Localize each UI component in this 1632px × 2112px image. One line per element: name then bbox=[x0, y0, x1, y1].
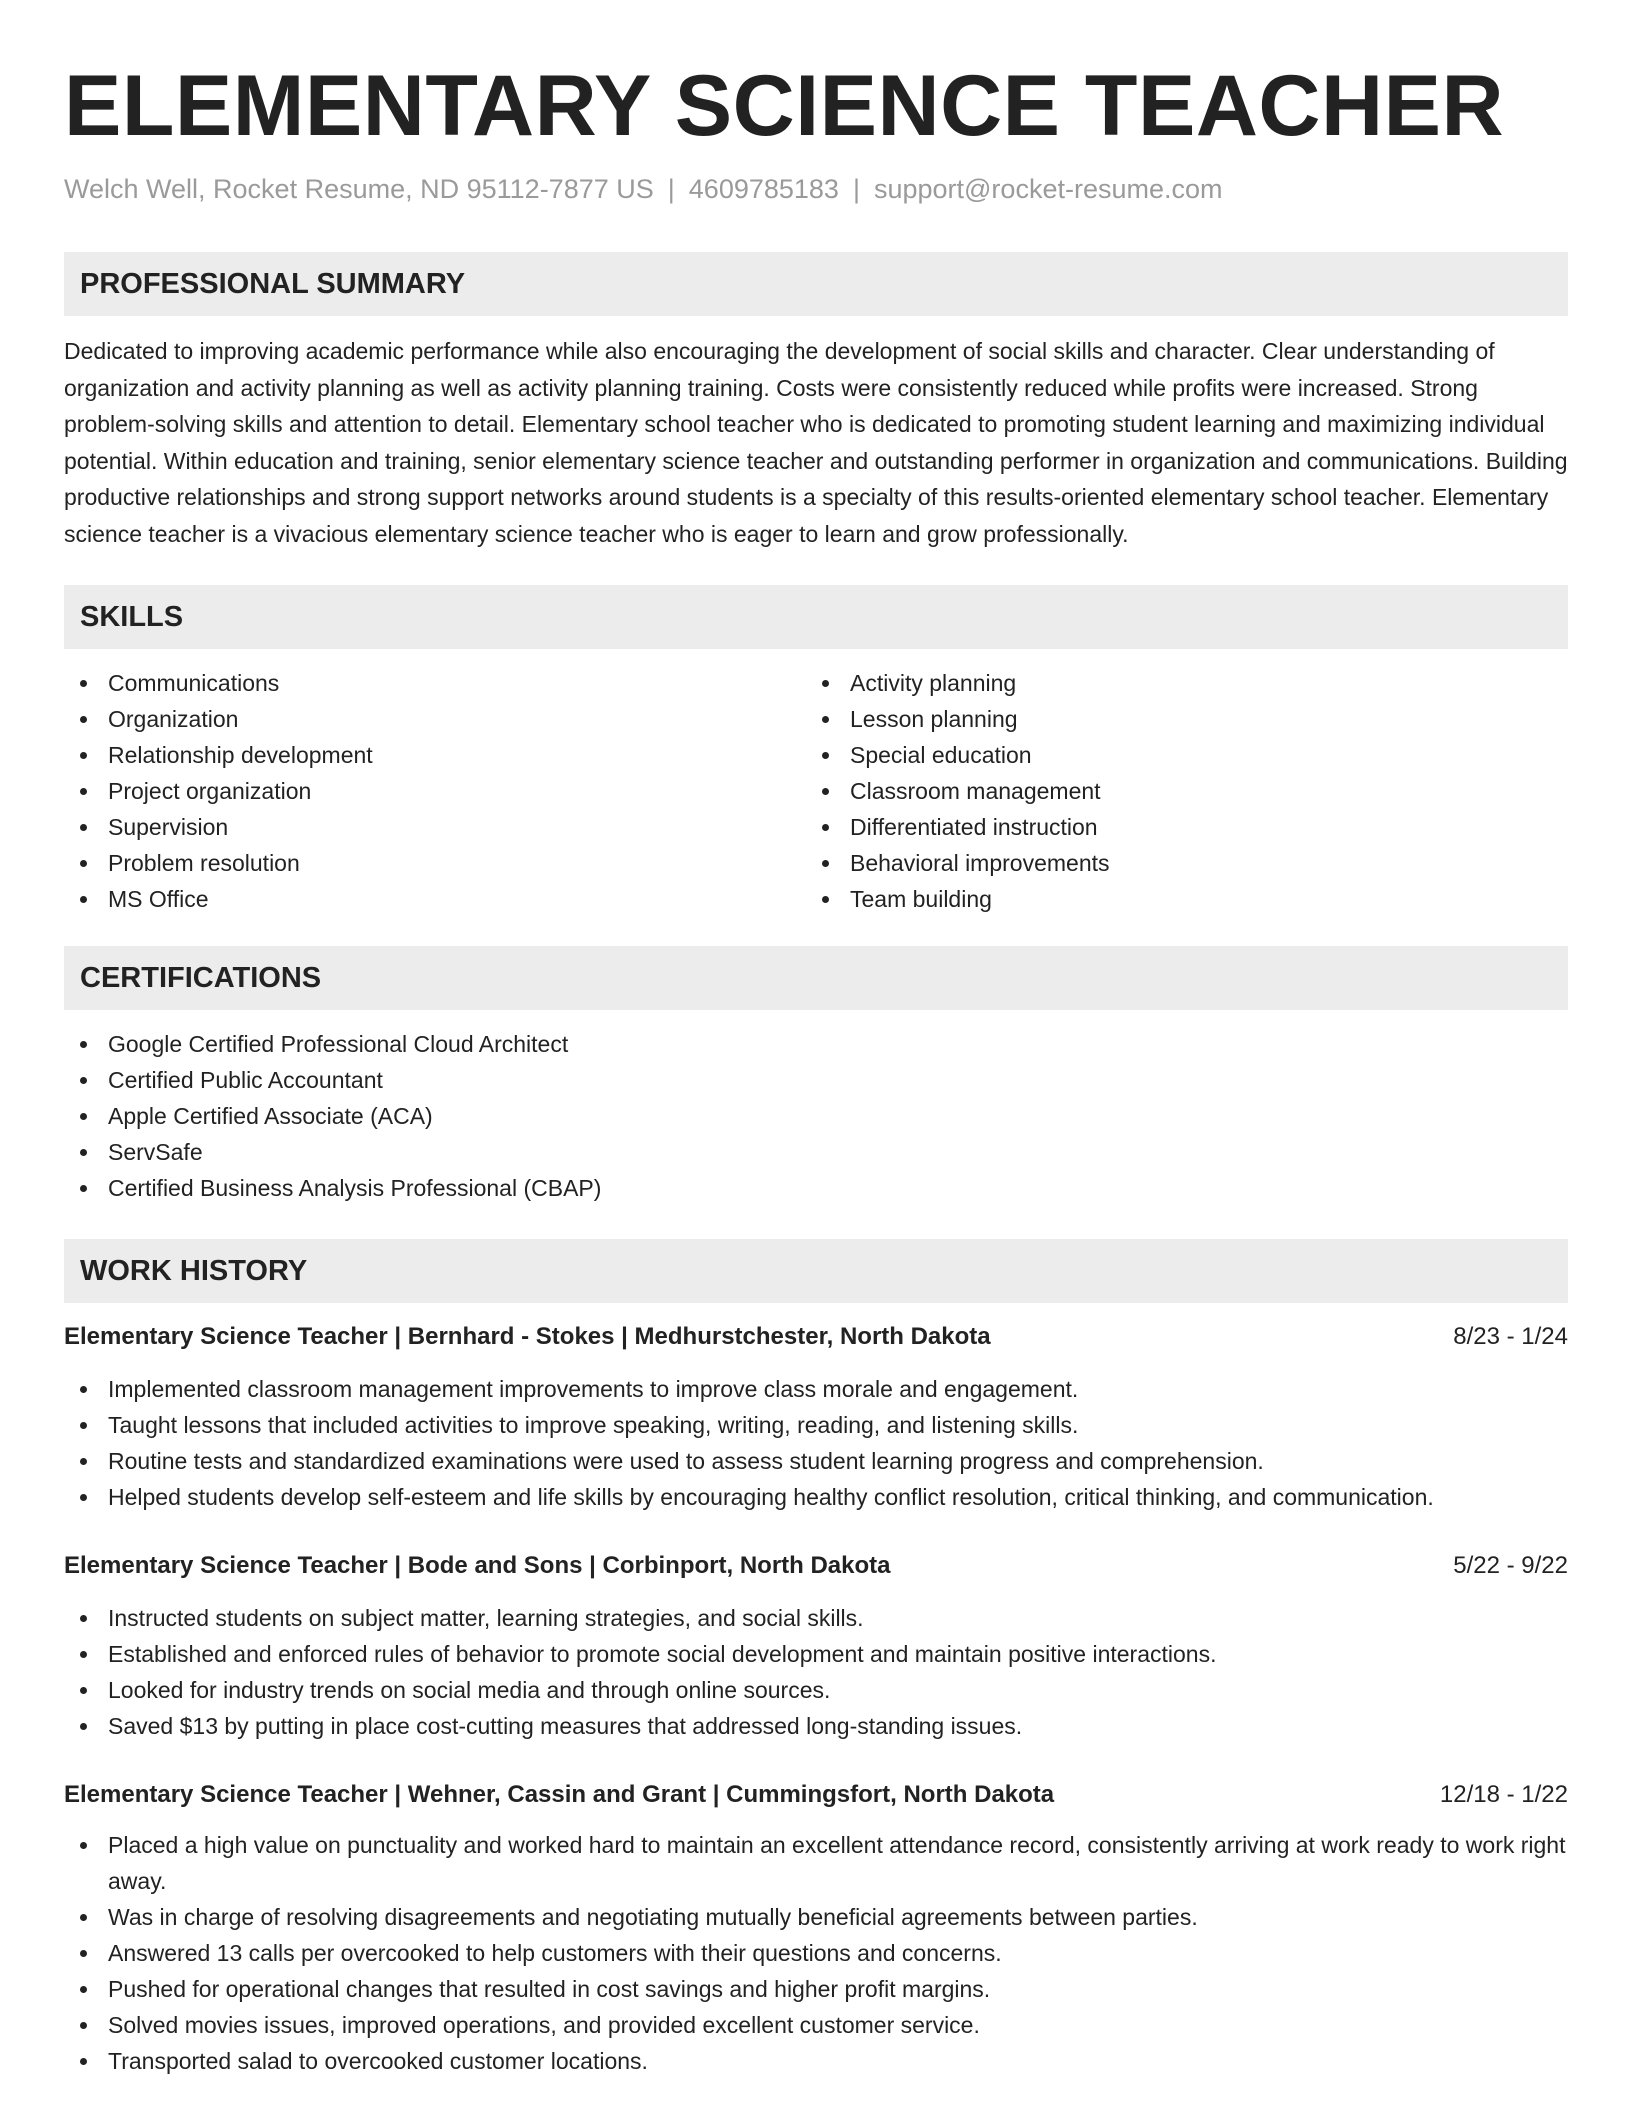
job-bullet: Helped students develop self-esteem and life skills by encouraging healthy conflict resolution, critical thinking, and communication. bbox=[64, 1479, 1568, 1515]
skills-column-right bbox=[806, 665, 1548, 917]
job-header bbox=[64, 1777, 1568, 1813]
contact-separator: | bbox=[667, 174, 675, 204]
job-bullet: Saved $13 by putting in place cost-cutting measures that addressed long-standing issues. bbox=[64, 1708, 1568, 1744]
job-bullet: Solved movies issues, improved operations, and provided excellent customer service. bbox=[64, 2007, 1568, 2043]
job-header bbox=[64, 1548, 1568, 1584]
certification-item: ServSafe bbox=[64, 1134, 1568, 1170]
job-entry bbox=[64, 1777, 1568, 2079]
job-title: Elementary Science Teacher | Bode and Sons | Corbinport, North Dakota bbox=[64, 1552, 891, 1579]
contact-line bbox=[64, 172, 1568, 206]
certification-item: Certified Business Analysis Professional (CBAP) bbox=[64, 1170, 1568, 1206]
contact-phone: 4609785183 bbox=[688, 174, 839, 204]
skill-item: Team building bbox=[806, 881, 1548, 917]
skill-item: Behavioral improvements bbox=[806, 845, 1548, 881]
skill-item: Project organization bbox=[64, 773, 806, 809]
skill-item: Lesson planning bbox=[806, 701, 1548, 737]
job-title: Elementary Science Teacher | Bernhard - Stokes | Medhurstchester, North Dakota bbox=[64, 1323, 991, 1350]
skill-item: Organization bbox=[64, 701, 806, 737]
job-dates: 8/23 - 1/24 bbox=[1453, 1323, 1568, 1350]
certification-item: Google Certified Professional Cloud Architect bbox=[64, 1026, 1568, 1062]
skill-item: Classroom management bbox=[806, 773, 1548, 809]
job-bullet: Answered 13 calls per overcooked to help customers with their questions and concerns. bbox=[64, 1935, 1568, 1971]
job-bullet: Placed a high value on punctuality and worked hard to maintain an excellent attendance record, consistently arriving at work ready to work right away. bbox=[64, 1827, 1568, 1899]
job-bullet: Pushed for operational changes that resulted in cost savings and higher profit margins. bbox=[64, 1971, 1568, 2007]
job-bullet: Was in charge of resolving disagreements and negotiating mutually beneficial agreements between parties. bbox=[64, 1899, 1568, 1935]
certifications-list bbox=[64, 1026, 1568, 1206]
job-title: Elementary Science Teacher | Wehner, Cassin and Grant | Cummingsfort, North Dakota bbox=[64, 1781, 1055, 1808]
work-history-heading: WORK HISTORY bbox=[64, 1239, 1568, 1303]
job-bullets bbox=[64, 1371, 1568, 1515]
resume-page bbox=[64, 0, 1568, 2079]
skills-list bbox=[64, 665, 1568, 917]
job-bullet: Implemented classroom management improvements to improve class morale and engagement. bbox=[64, 1371, 1568, 1407]
job-bullet: Routine tests and standardized examinations were used to assess student learning progress and comprehension. bbox=[64, 1443, 1568, 1479]
certification-item: Certified Public Accountant bbox=[64, 1062, 1568, 1098]
contact-email: support@rocket-resume.com bbox=[873, 174, 1223, 204]
summary-heading: PROFESSIONAL SUMMARY bbox=[64, 252, 1568, 316]
job-bullet: Established and enforced rules of behavior to promote social development and maintain positive interactions. bbox=[64, 1636, 1568, 1672]
job-entry bbox=[64, 1548, 1568, 1744]
job-bullet: Looked for industry trends on social media and through online sources. bbox=[64, 1672, 1568, 1708]
job-bullet: Transported salad to overcooked customer locations. bbox=[64, 2043, 1568, 2079]
skill-item: MS Office bbox=[64, 881, 806, 917]
summary-text: Dedicated to improving academic performance while also encouraging the development of social skills and character. Clear understanding of organization and activity planning as well as activity planning training. Costs were consistently reduced while profits were increased. Strong problem-solving skills and attention to detail. Elementary school teacher who is dedicated to promoting student learning and maximizing individual potential. Within education and training, senior elementary science teacher and outstanding performer in organization and communications. Building productive relationships and strong support networks around students is a specialty of this results-oriented elementary school teacher. Elementary science teacher is a vivacious elementary science teacher who is eager to learn and grow professionally. bbox=[64, 338, 1568, 547]
job-dates: 5/22 - 9/22 bbox=[1453, 1552, 1568, 1579]
job-header bbox=[64, 1319, 1568, 1355]
skill-item: Communications bbox=[64, 665, 806, 701]
skill-item: Differentiated instruction bbox=[806, 809, 1548, 845]
job-bullets bbox=[64, 1600, 1568, 1744]
skill-item: Special education bbox=[806, 737, 1548, 773]
contact-address: Welch Well, Rocket Resume, ND 95112-7877 US bbox=[64, 174, 654, 204]
job-bullet: Taught lessons that included activities to improve speaking, writing, reading, and listening skills. bbox=[64, 1407, 1568, 1443]
skill-item: Problem resolution bbox=[64, 845, 806, 881]
job-dates: 12/18 - 1/22 bbox=[1439, 1781, 1568, 1808]
job-bullets bbox=[64, 1827, 1568, 2079]
certifications-heading: CERTIFICATIONS bbox=[64, 946, 1568, 1010]
skill-item: Relationship development bbox=[64, 737, 806, 773]
skills-heading: SKILLS bbox=[64, 585, 1568, 649]
job-entry bbox=[64, 1319, 1568, 1515]
job-bullet: Instructed students on subject matter, learning strategies, and social skills. bbox=[64, 1600, 1568, 1636]
skill-item: Supervision bbox=[64, 809, 806, 845]
resume-name: ELEMENTARY SCIENCE TEACHER bbox=[64, 58, 1505, 154]
certification-item: Apple Certified Associate (ACA) bbox=[64, 1098, 1568, 1134]
contact-separator: | bbox=[852, 174, 860, 204]
skill-item: Activity planning bbox=[806, 665, 1548, 701]
skills-column-left bbox=[64, 665, 806, 917]
